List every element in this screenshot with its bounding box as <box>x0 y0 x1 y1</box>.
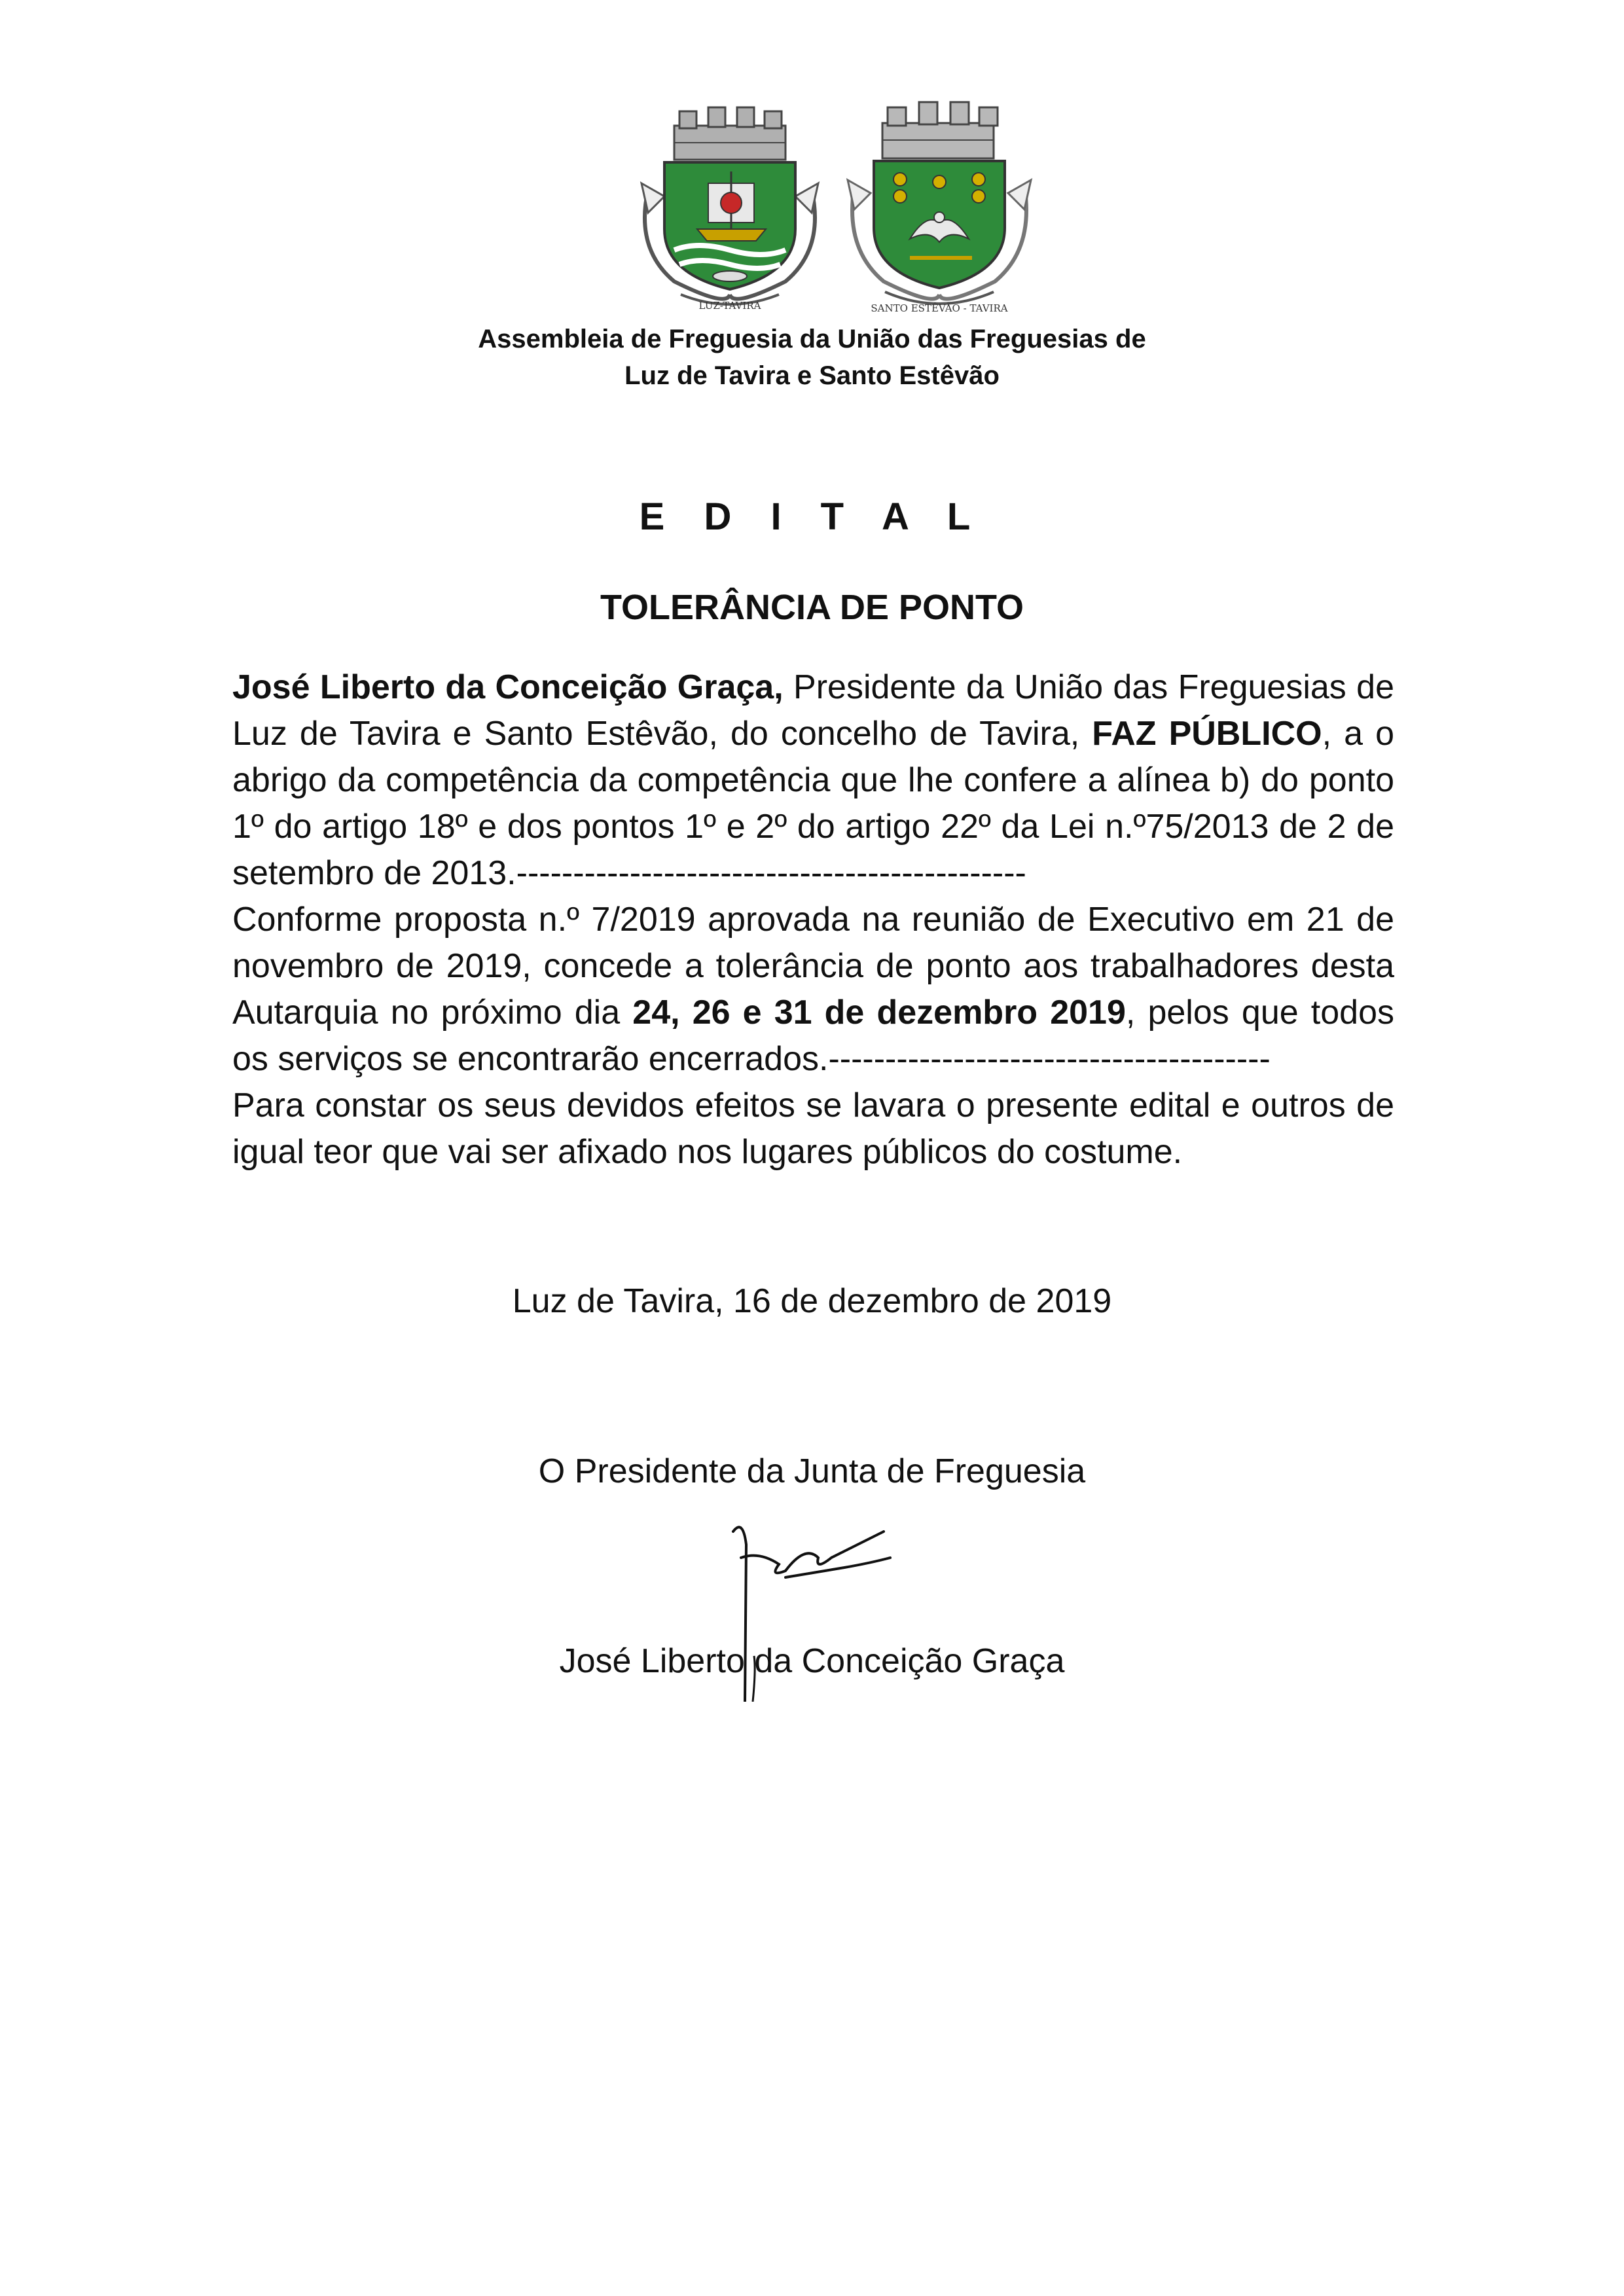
president-name-bold: José Liberto da Conceição Graça, <box>232 668 784 706</box>
p1-text-a: Presidente da União das Freguesias de Luz de Tavira e Santo Estêvão, do concelho de Tavira, <box>232 668 1394 753</box>
organization-header <box>0 321 1624 394</box>
org-line-1: Assembleia de Freguesia da União das Freguesias de <box>478 325 1146 353</box>
p2-text-b: , pelos que todos os serviços se encontrarão encerrados.--------------------------------------- <box>232 994 1394 1078</box>
org-line-2: Luz de Tavira e Santo Estêvão <box>624 361 1000 390</box>
santo-estevao-motto: SANTO ESTÊVÃO - TAVIRA <box>871 302 1008 314</box>
coat-of-arms-pair <box>628 98 1034 314</box>
luz-tavira-motto: LUZ-TAVIRA <box>698 300 761 312</box>
luz-tavira-crest <box>641 107 818 304</box>
faz-publico-bold: FAZ PÚBLICO <box>1092 715 1322 753</box>
paragraph-2 <box>232 897 1394 1083</box>
notice-body <box>232 664 1394 1175</box>
place-and-date: Luz de Tavira, 16 de dezembro de 2019 <box>512 1282 1112 1320</box>
paragraph-3: Para constar os seus devidos efeitos se lavara o presente edital e outros de igual teor que vai ser afixado nos lugares públicos do costume. <box>232 1086 1394 1171</box>
p2-text-a: Conforme proposta n.º 7/2019 aprovada na reunião de Executivo em 21 de novembro de 2019, concede a tolerância de ponto aos trabalhadores desta Autarquia no próximo dia <box>232 901 1394 1031</box>
santo-estevao-crest <box>848 102 1031 304</box>
document-title: E D I T A L <box>639 495 985 538</box>
signatory-name: José Liberto da Conceição Graça <box>559 1642 1065 1680</box>
paragraph-1 <box>232 664 1394 897</box>
holiday-dates-bold: 24, 26 e 31 de dezembro 2019 <box>632 994 1126 1031</box>
p1-text-b: , a o abrigo da competência da competência que lhe confere a alínea b) do ponto 1º do artigo 18º e dos pontos 1º e 2º do artigo 22º da Lei n.º75/2013 de 2 de setembro de 2013.--------------------------------------------- <box>232 715 1394 892</box>
document-subtitle: TOLERÂNCIA DE PONTO <box>600 588 1024 627</box>
crests-header <box>628 98 1034 314</box>
signatory-title: O Presidente da Junta de Freguesia <box>538 1452 1086 1490</box>
